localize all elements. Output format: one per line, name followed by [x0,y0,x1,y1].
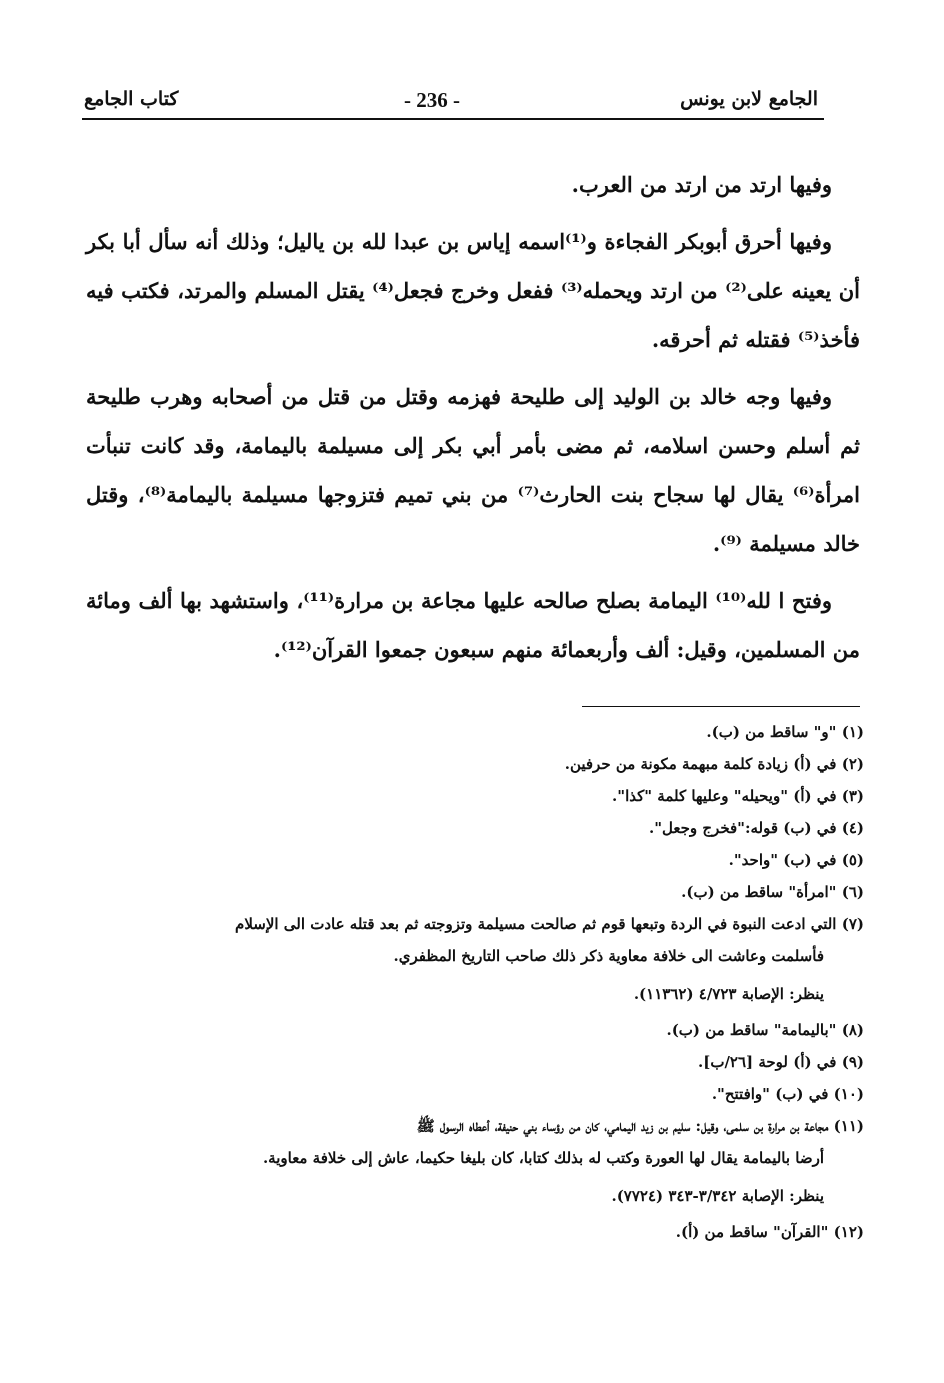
footnote-number: (٢) [841,755,864,773]
footnote-reference: ينظر: الإصابة ٤/٧٢٣ (١١٣٦٢). [633,985,824,1003]
footnote-text: "القرآن" ساقط من (أ). [675,1223,829,1241]
footnote-text: "امرأة" ساقط من (ب). [681,883,837,901]
running-header-book-title: الجامع لابن يونس [680,88,818,110]
footnote [102,1078,864,1110]
footnote [102,908,864,972]
footnote-reference: ينظر: الإصابة ٣/٣٤٢-٣٤٣ (٧٧٢٤). [611,1187,824,1205]
footnote [102,748,864,780]
footnote-number: (٦) [841,883,864,901]
footnote-text: في (أ) "ويحيله" وعليها كلمة "كذا". [612,787,837,805]
paragraph: وفيها ارتد من ارتد من العرب. [571,172,832,197]
footnote-number: (٥) [841,851,864,869]
footnote [102,1110,864,1174]
footnote-number: (٩) [841,1053,864,1071]
footnote [102,1216,864,1248]
footnote-continuation: فأسلمت وعاشت الى خلافة معاوية ذكر ذلك صاحب التاريخ المظفري. [393,947,824,965]
footnote-text: "باليمامة" ساقط من (ب). [666,1021,837,1039]
paragraph: وفتح ا لله⁽¹⁰⁾ اليمامة بصلح صالحه عليها مجاعة بن مرارة⁽¹¹⁾، واستشهد بها ألف ومائة من المسلمين، وقيل: ألف وأربعمائة منهم سبعون جمعوا القرآن⁽¹²⁾. [86,588,860,662]
footnote-text: في (ب) قوله:"فخرج وجعل". [648,819,837,837]
footnote-number: (١٠) [833,1085,864,1103]
footnote [102,716,864,748]
footnote-number: (١٢) [833,1223,864,1241]
footnote-number: (٣) [841,787,864,805]
footnote-continuation: أرضا باليمامة يقال لها العورة وكتب له بذلك كتابا، كان بليغا حكيما، عاش إلى خلافة معاوية. [262,1149,824,1167]
footnote-separator [582,706,860,707]
footnote-text: في (أ) زيادة كلمة مبهمة مكونة من حرفين. [564,755,837,773]
footnote [102,812,864,844]
footnote [102,844,864,876]
main-text [86,160,860,682]
header-rule [82,118,824,120]
footnote [102,1014,864,1046]
footnote-number: (٨) [841,1021,864,1039]
footnote-number: (١) [841,723,864,741]
page-number: - 236 - [404,88,460,112]
footnote [102,876,864,908]
running-header-chapter: كتاب الجامع [84,88,179,110]
paragraph: وفيها وجه خالد بن الوليد إلى طليحة فهزمه وقتل من قتل من أصحابه وهرب طليحة ثم أسلم وحسن اسلامه، ثم مضى بأمر أبي بكر إلى مسيلمة باليمامة، وقد كانت تنبأت امرأة⁽⁶⁾ يقال لها سجاح بنت الحارث⁽⁷⁾ من بني تميم فتزوجها مسيلمة باليمامة⁽⁸⁾، وقتل خالد مسيلمة ⁽⁹⁾. [86,384,861,556]
footnote-text: مجاعة بن مرارة بن سلمى، وقيل: سليم بن زيد اليمامي، كان من رؤساء بني حنيفة، أعطاه الرسول ﷺ [416,1117,829,1135]
footnote-text: التي ادعت النبوة في الردة وتبعها قوم ثم صالحت مسيلمة وتزوجته ثم بعد قتله عادت الى الإسلام [235,915,837,933]
paragraph: وفيها أحرق أبوبكر الفجاءة و⁽¹⁾اسمه إياس بن عبدا لله بن ياليل؛ وذلك أنه سأل أبا بكر أن يعينه على⁽²⁾ من ارتد ويحمله⁽³⁾ ففعل وخرج فجعل⁽⁴⁾ يقتل المسلم والمرتد، فكتب فيه فأخذ⁽⁵⁾ فقتله ثم أحرقه. [86,229,860,352]
footnote-number: (١١) [833,1117,864,1135]
footnote-number: (٤) [841,819,864,837]
footnotes [102,716,864,1248]
footnote-text: "و" ساقط من (ب). [706,723,837,741]
footnote-number: (٧) [841,915,864,933]
footnote [102,780,864,812]
footnote-text: في (ب) "وافتتح". [711,1085,829,1103]
footnote [102,1046,864,1078]
footnote-text: في (ب) "واحد". [728,851,837,869]
footnote-text: في (أ) لوحة [٢٦/ب]. [698,1053,837,1071]
